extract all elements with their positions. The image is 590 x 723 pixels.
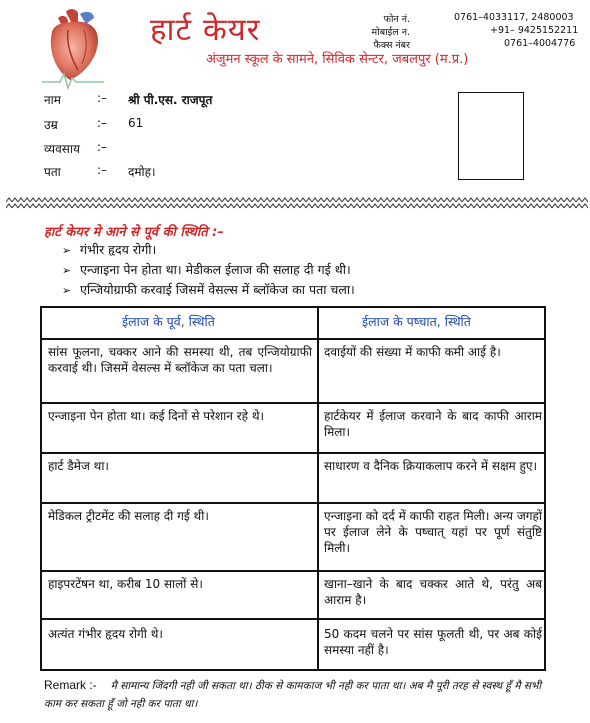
table-cell-after: खाना–खाने के बाद चक्कर आते थे, परंतु अब आराम है। [324, 577, 542, 607]
comparison-table [40, 306, 546, 671]
bullet-item [62, 241, 156, 258]
clinic-title: हार्ट केयर [150, 12, 261, 48]
bullet-text: गंभीर हृदय रोगी। [80, 242, 157, 257]
bullet-text: एन्जियोग्राफी करवाई जिसमें वेसल्स में ब्लॉकेज का पता चला। [80, 282, 355, 297]
field-label-occupation: व्यवसाय [44, 142, 80, 156]
photo-box [458, 92, 524, 180]
field-sep: :– [97, 91, 108, 105]
bullet-text: एन्जाइना पेन होता था। मेडीकल ईलाज की सलाह दी गई थी। [80, 262, 351, 277]
field-value-name: श्री पी.एस. राजपूत [128, 93, 213, 107]
bullet-item [62, 281, 355, 298]
table-cell-before: अत्यंत गंभीर हृदय रोगी थे। [48, 627, 163, 641]
arrow-bullet-icon: ➢ [62, 284, 72, 297]
contact-value: 0761–4033117, 2480003 [454, 12, 574, 23]
table-cell-after: एन्जाइना को दर्द में काफी राहत मिली। अन्य जगहों पर ईलाज लेने के पष्चात् यहां पर पूर्ण संतुष्टि मिली। [324, 509, 542, 555]
zigzag-divider [6, 203, 588, 209]
table-cell-after: हार्टकेयर में ईलाज करवाने के बाद काफी आराम मिला। [324, 409, 542, 439]
table-cell-after: दवाईयों की संख्या में काफी कमी आई है। [324, 345, 501, 359]
row-divider [42, 402, 544, 404]
row-divider [42, 570, 544, 572]
field-label-name: नाम [44, 93, 61, 107]
column-header-after: ईलाज के पष्चात, स्थिति [362, 314, 471, 329]
field-value-age: 61 [128, 116, 144, 130]
remark-label: Remark :- [44, 678, 97, 692]
field-sep: :– [97, 163, 108, 177]
table-cell-before: हाइपरटेंषन था, करीब 10 सालों से। [48, 577, 203, 591]
contact-label: मोबाईल न. [371, 27, 410, 38]
contact-label: फोन नं. [383, 14, 410, 25]
column-divider [317, 308, 319, 669]
field-sep: :– [97, 140, 108, 154]
heart-anatomy-icon [38, 8, 108, 90]
contact-value: 0761–4004776 [504, 38, 576, 49]
row-divider [42, 502, 544, 504]
row-divider [42, 338, 544, 340]
table-cell-before: हार्ट डैमेज था। [48, 459, 109, 473]
arrow-bullet-icon: ➢ [62, 244, 72, 257]
remark [44, 677, 554, 713]
contact-value: +91– 9425152211 [490, 25, 579, 36]
table-cell-before: एन्जाइना पेन होता था। कई दिनों से परेशान रहे थे। [48, 409, 265, 423]
field-value-address: दमोह। [128, 165, 156, 179]
field-label-age: उम्र [44, 118, 58, 132]
row-divider [42, 452, 544, 454]
field-sep: :– [97, 116, 108, 130]
table-cell-after: 50 कदम चलने पर सांस फूलती थी, पर अब कोई समस्या नहीं है। [324, 627, 542, 657]
row-divider [42, 618, 544, 620]
contact-label: फैक्स नंबर [373, 40, 410, 51]
table-cell-before: सांस फूलना, चक्कर आने की समस्या थी, तब एन्जियोग्राफी करवाई थी। जिसमें वेसल्स में ब्लॉकेज का पता चला। [48, 345, 312, 375]
section-title: हार्ट केयर मे आने से पूर्व की स्थिति :– [44, 225, 224, 240]
field-label-address: पता [44, 165, 61, 179]
remark-text: मै सामान्य जिंदगी नही जी सकता था। ठीक से कामकाज भी नही कर पाता था। अब मै पूरी तरह से स्वस्थ हूँ मै सभी काम कर सकता हूँ जो नही कर पाता था। [44, 680, 542, 710]
arrow-bullet-icon: ➢ [62, 264, 72, 277]
clinic-address: अंजुमन स्कूल के सामने, सिविक सेन्टर, जबलपुर (म.प्र.) [206, 52, 469, 67]
column-header-before: ईलाज के पूर्व, स्थिति [122, 314, 215, 329]
table-cell-before: मेडिकल ट्रीटमेंट की सलाह दी गई थी। [48, 509, 209, 523]
bullet-item [62, 261, 351, 278]
table-cell-after: साधारण व दैनिक क्रियाकलाप करने में सक्षम हुए। [324, 459, 538, 473]
